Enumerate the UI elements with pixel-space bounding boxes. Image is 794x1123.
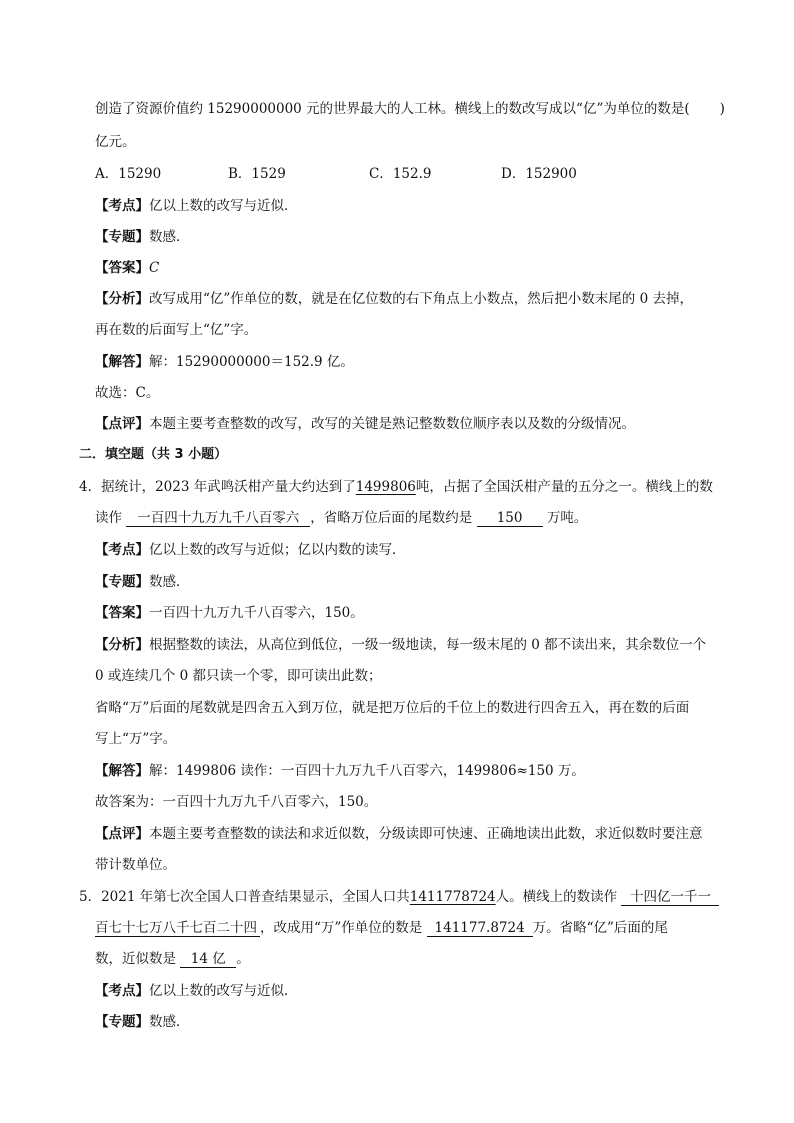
- kaodian-tag: 【考点】: [95, 983, 149, 999]
- fenxi-tag: 【分析】: [95, 291, 149, 307]
- q4-jieda: [95, 762, 724, 780]
- q4-stem-text2b: ，省略万位后面的尾数约是: [310, 510, 473, 526]
- q5-stem-text3b: 。: [236, 951, 250, 967]
- q3-guxuan: 故选：C。: [95, 385, 160, 401]
- q4-underlined-number: 1499806: [355, 479, 416, 495]
- q3-stem-text: 创造了资源价值约 15290000000 元的世界最大的人工林。横线上的数改写成以“亿”为单位的数是(: [95, 101, 690, 117]
- q4-zhuanti: [95, 573, 724, 591]
- section-heading: 二．填空题（共 3 小题）: [79, 447, 228, 462]
- q5-stem-text2b: 万。省略“亿”后面的尾: [532, 920, 668, 936]
- zhuanti-tag: 【专题】: [95, 574, 149, 590]
- q3-kaodian: [95, 197, 724, 215]
- q4-daan: [95, 604, 724, 622]
- q4-fenxi-line3: 省略“万”后面的尾数就是四舍五入到万位，就是把万位后的千位上的数进行四舍五入，再在数的后面: [95, 700, 690, 716]
- q4-kaodian: [95, 541, 724, 559]
- q3-jieda-text: 解：15290000000＝152.9 亿。: [149, 354, 354, 370]
- q3-kaodian-text: 亿以上数的改写与近似．: [149, 198, 298, 214]
- q3-daan-text: C: [149, 260, 160, 276]
- jieda-tag: 【解答】: [95, 763, 149, 779]
- dianping-tag: 【点评】: [95, 416, 149, 432]
- q4-guda: 故答案为：一百四十九万九千八百零六，150。: [95, 794, 378, 810]
- kaodian-tag: 【考点】: [95, 542, 149, 558]
- q3-option-a: A．15290: [95, 166, 162, 182]
- q3-stem-line1: [95, 100, 724, 118]
- q3-option-b: B．1529: [228, 166, 286, 182]
- q4-fenxi-line2: 0 或连续几个 0 都只读一个零，即可读出此数；: [95, 668, 382, 684]
- q5-answer-blank3: 14 亿: [180, 951, 236, 968]
- q5-zhuanti: [95, 1013, 724, 1031]
- q3-option-d: D．152900: [501, 166, 577, 182]
- q3-fenxi-text1: 改写成用“亿”作单位的数，就是在亿位数的右下角点上小数点，然后把小数末尾的 0 去掉，: [149, 291, 693, 307]
- fenxi-tag: 【分析】: [95, 637, 149, 653]
- q3-zhuanti-text: 数感．: [149, 229, 190, 245]
- q4-kaodian-text: 亿以上数的改写与近似；亿以内数的读写．: [149, 542, 406, 558]
- kaodian-tag: 【考点】: [95, 198, 149, 214]
- q5-number: 5．: [79, 889, 102, 905]
- q4-stem-text1a: 据统计，2023 年武鸣沃柑产量大约达到了: [101, 479, 356, 495]
- q4-number: 4．: [79, 479, 102, 495]
- q5-answer-blank2: 141177.8724: [427, 920, 533, 937]
- q5-kaodian-text: 亿以上数的改写与近似．: [149, 983, 298, 999]
- q3-jieda: [95, 353, 724, 371]
- q5-stem-line1: [79, 888, 724, 906]
- jieda-tag: 【解答】: [95, 354, 149, 370]
- q5-kaodian: [95, 982, 724, 1000]
- q4-daan-text: 一百四十九万九千八百零六，150。: [149, 605, 364, 621]
- q4-stem-text1b: 吨，占据了全国沃柑产量的五分之一。横线上的数: [415, 479, 713, 495]
- zhuanti-tag: 【专题】: [95, 1014, 149, 1030]
- q3-zhuanti: [95, 228, 724, 246]
- q3-option-c: C．152.9: [369, 166, 432, 182]
- q4-dianping-text1: 本题主要考查整数的读法和求近似数，分级读即可快速、正确地读出此数，求近似数时要注意: [149, 826, 703, 842]
- q3-fenxi-line2: 再在数的后面写上“亿”字。: [95, 322, 258, 338]
- q3-stem-line2: 亿元。: [95, 134, 136, 150]
- dianping-tag: 【点评】: [95, 826, 149, 842]
- q4-answer-blank1: 一百四十九万九千八百零六: [126, 510, 310, 527]
- q4-dianping-line2: 带计数单位。: [95, 857, 176, 873]
- daan-tag: 【答案】: [95, 260, 149, 276]
- zhuanti-tag: 【专题】: [95, 229, 149, 245]
- q4-fenxi-text1: 根据整数的读法，从高位到低位，一级一级地读，每一级末尾的 0 都不读出来，其余数位一个: [149, 637, 707, 653]
- q3-dianping-text: 本题主要考查整数的改写，改写的关键是熟记整数数位顺序表以及数的分级情况。: [149, 416, 635, 432]
- q4-answer-blank2: 150: [477, 510, 543, 527]
- q3-stem-paren: ): [719, 101, 725, 117]
- q4-stem-line1: [79, 478, 724, 496]
- q5-stem-text1a: 2021 年第七次全国人口普查结果显示，全国人口共: [101, 889, 410, 905]
- q5-stem-text3a: 数，近似数是: [95, 951, 176, 967]
- q3-fenxi-line1: [95, 290, 724, 308]
- q3-dianping: [95, 415, 724, 433]
- q4-fenxi-line1: [95, 636, 724, 654]
- q4-dianping-line1: [95, 825, 724, 843]
- q4-jieda-text: 解：1499806 读作：一百四十九万九千八百零六，1499806≈150 万。: [149, 763, 585, 779]
- q5-zhuanti-text: 数感．: [149, 1014, 190, 1030]
- q5-answer-blank1b: 百七十七万八千七百二十四: [95, 920, 260, 937]
- q3-daan: [95, 259, 724, 277]
- q5-underlined-number: 1411778724: [409, 889, 496, 905]
- q5-stem-line3: [95, 950, 724, 968]
- q5-answer-blank1a: 十四亿一千一: [621, 889, 719, 906]
- q5-stem-line2: [95, 919, 724, 937]
- q4-stem-line2: [95, 509, 724, 527]
- q4-stem-text2a: 读作: [95, 510, 122, 526]
- q4-stem-text2c: 万吨。: [546, 510, 588, 526]
- q4-zhuanti-text: 数感．: [149, 574, 190, 590]
- daan-tag: 【答案】: [95, 605, 149, 621]
- q5-stem-text2a: ，改成用“万”作单位的数是: [260, 920, 423, 936]
- q4-fenxi-line4: 写上“万”字。: [95, 731, 177, 747]
- q5-stem-text1b: 人。横线上的数读作: [495, 889, 618, 905]
